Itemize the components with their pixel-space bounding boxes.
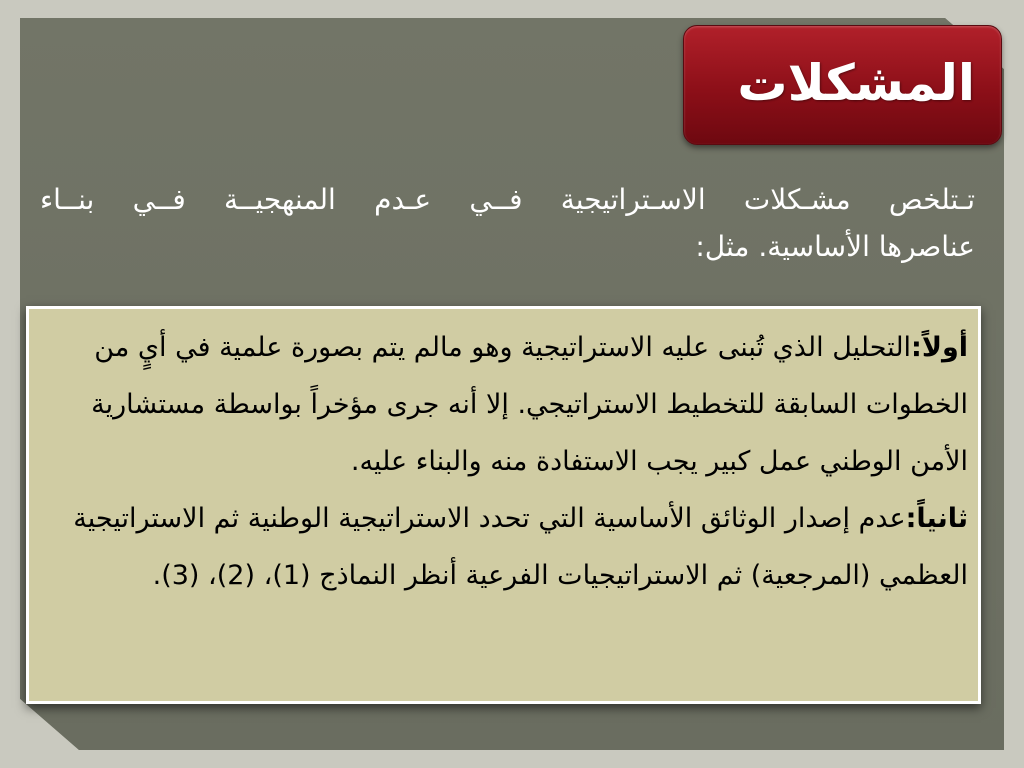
slide-title: المشكلات (737, 54, 975, 112)
intro-paragraph (40, 176, 975, 270)
title-banner (683, 25, 1002, 145)
point-second-text: عدم إصدار الوثائق الأساسية التي تحدد الاستراتيجية الوطنية ثم الاستراتيجية العظمي (المرجعية) ثم الاستراتيجيات الفرعية أنظر النماذج (1)، (2)، (3). (73, 503, 968, 591)
point-second-lead: ثانياً: (905, 503, 968, 534)
intro-line-1: تـتلخص مشـكلات الاسـتراتيجية فــي عـدم المنهجيــة فــي بنــاء (40, 183, 975, 216)
point-first (39, 319, 968, 490)
point-first-lead: أولاً: (911, 332, 968, 363)
points-text (39, 319, 968, 604)
intro-line-2: عناصرها الأساسية. مثل: (695, 230, 975, 263)
point-first-text: التحليل الذي تُبنى عليه الاستراتيجية وهو مالم يتم بصورة علمية في أيٍ من الخطوات السابقة للتخطيط الاستراتيجي. إلا أنه جرى مؤخراً بواسطة مستشارية الأمن الوطني عمل كبير يجب الاستفادة منه والبناء عليه. (91, 332, 968, 477)
point-second (39, 490, 968, 604)
points-box (26, 306, 981, 704)
